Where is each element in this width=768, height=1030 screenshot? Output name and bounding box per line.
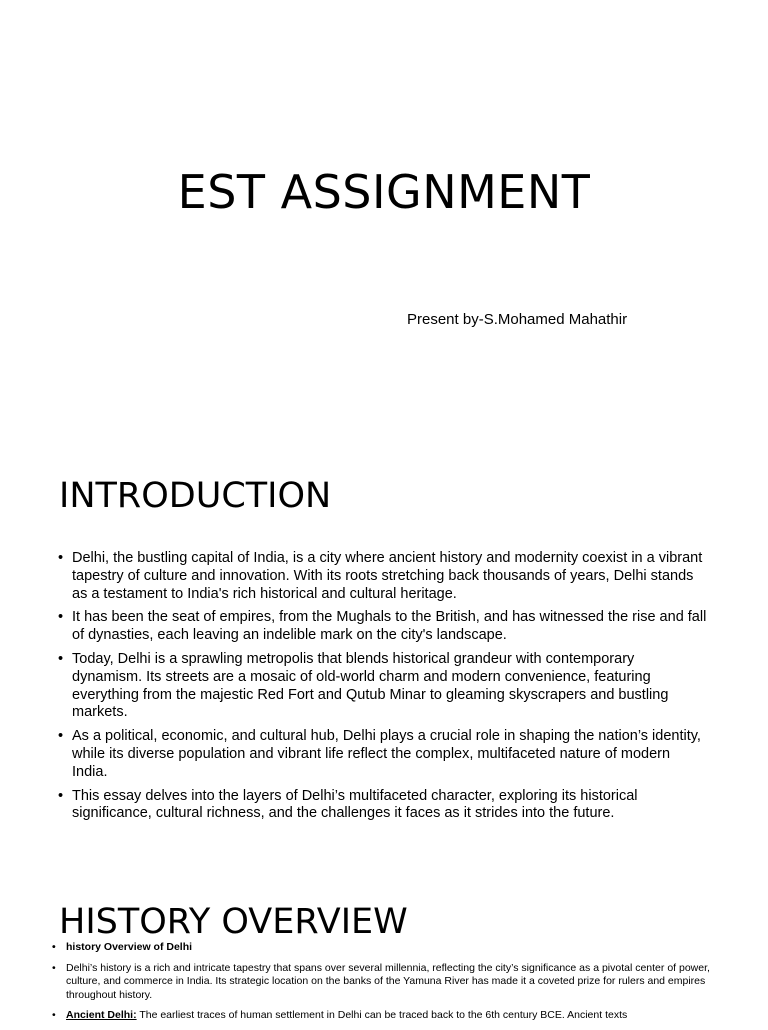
ancient-delhi-text: The earliest traces of human settlement in Delhi can be traced back to the 6th century BCE. Ancient texts [136, 1009, 628, 1022]
history-paragraph: • Delhi’s history is a rich and intricate tapestry that spans over several millennia, reflecting the city’s significance as a pivotal center of power, culture, and commerce in India. Its strategic location on the banks of the Yamuna River has made it a coveted prize for rulers and empires throughout history. [52, 962, 712, 1003]
ancient-delhi-item [52, 1009, 712, 1023]
main-title: EST ASSIGNMENT [177, 165, 591, 219]
history-subheading: • history Overview of Delhi [52, 941, 712, 955]
intro-bullet: • This essay delves into the layers of Delhi’s multifaceted character, exploring its historical significance, cultural richness, and the challenges it faces as it strides into the future. [58, 788, 708, 824]
history-heading: HISTORY OVERVIEW [59, 902, 408, 942]
ancient-delhi-label: Ancient Delhi: [66, 1009, 137, 1022]
history-overview-slide [0, 880, 768, 1024]
intro-bullet: • It has been the seat of empires, from the Mughals to the British, and has witnessed the rise and fall of dynasties, each leaving an indelible mark on the city's landscape. [58, 609, 708, 645]
intro-bullet: • As a political, economic, and cultural hub, Delhi plays a crucial role in shaping the nation’s identity, while its diverse population and vibrant life reflect the complex, multifaceted nature of modern India. [58, 728, 708, 781]
intro-bullet: • Today, Delhi is a sprawling metropolis that blends historical grandeur with contemporary dynamism. Its streets are a mosaic of old-world charm and modern convenience, featuring everything from the majestic Red Fort and Qutub Minar to gleaming skyscrapers and bustling markets. [58, 651, 708, 722]
introduction-bullet-list [58, 550, 708, 829]
intro-bullet: • Delhi, the bustling capital of India, is a city where ancient history and modernity coexist in a vibrant tapestry of culture and innovation. With its roots stretching back thousands of years, Delhi stands as a testament to India's rich historical and cultural heritage. [58, 550, 708, 603]
presenter-line: Present by-S.Mohamed Mahathir [407, 311, 628, 328]
title-slide [0, 0, 768, 430]
introduction-heading: INTRODUCTION [59, 476, 332, 516]
introduction-slide [0, 430, 768, 880]
history-bullet-list [52, 941, 712, 1030]
